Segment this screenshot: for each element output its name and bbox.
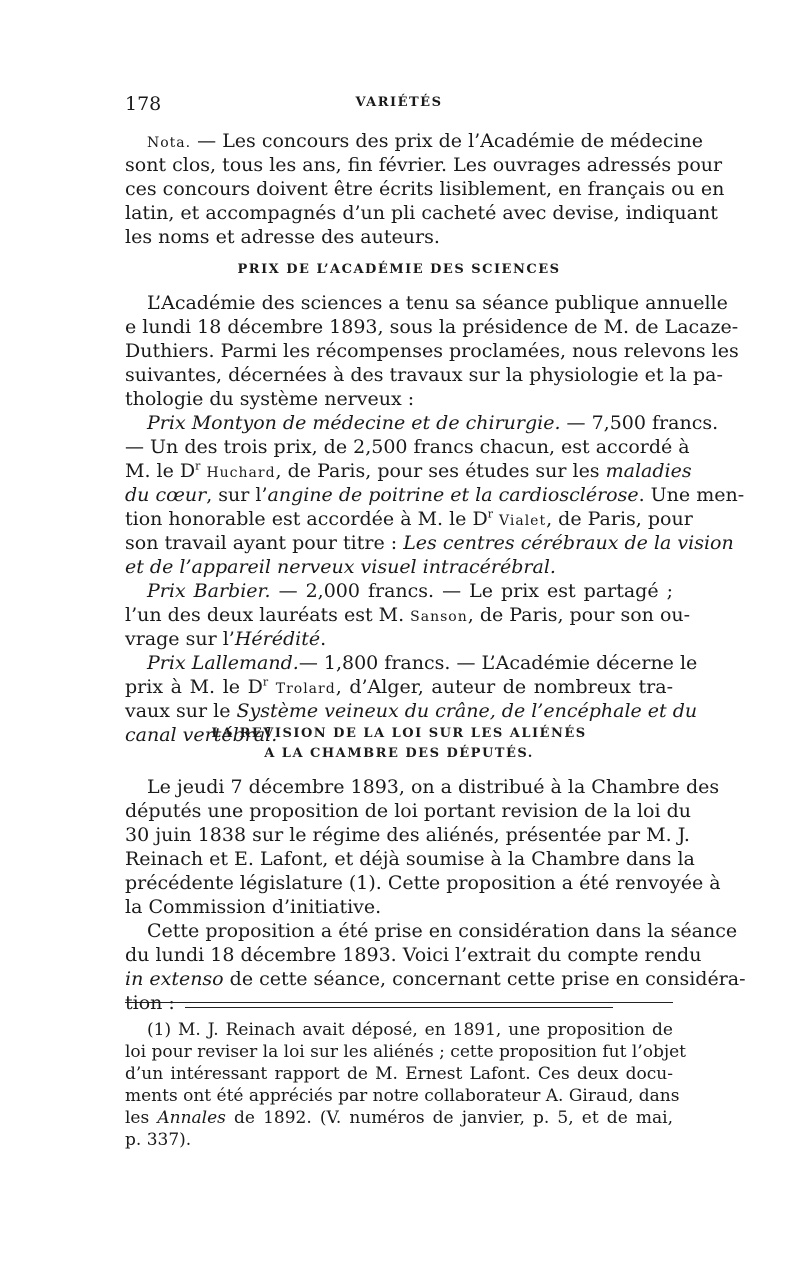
barbier-line-2: l’un des deux lauréats est M. Sanson, de Paris, pour son ou- (125, 604, 691, 626)
revision-p2-line-4: tion : (125, 992, 175, 1014)
revision-p1-line-1: Le jeudi 7 décembre 1893, on a distribué à la Chambre des (147, 776, 720, 798)
section-heading-revision-line-2: A LA CHAMBRE DES DÉPUTÉS. (264, 746, 534, 761)
footnote-line-5: les Annales de 1892. (V. numéros de janvier, p. 5, et de mai, (125, 1108, 673, 1128)
nota-line-2: sont clos, tous les ans, fin février. Les ouvrages adressés pour (125, 154, 723, 176)
montyon-title: Prix Montyon de médecine et de chirurgie. (147, 412, 561, 434)
nota-label: Nota. (147, 135, 192, 151)
footnote-separator-inner (185, 1007, 613, 1008)
laureate-sanson: Sanson (410, 609, 468, 625)
barbier-line-1: Prix Barbier. — 2,000 francs. — Le prix est partagé ; (147, 580, 673, 602)
revision-p1-line-2: députés une proposition de loi portant revision de la loi du (125, 800, 692, 822)
page-number: 178 (125, 93, 162, 115)
footnote-line-3: d’un intéressant rapport de M. Ernest Lafont. Ces deux docu- (125, 1064, 673, 1084)
revision-p1-line-4: Reinach et E. Lafont, et déjà soumise à la Chambre dans la (125, 848, 695, 870)
montyon-line-4: du cœur, sur l’angine de poitrine et la cardiosclérose. Une men- (125, 484, 745, 506)
revision-p1-line-5: précédente législature (1). Cette proposition a été renvoyée à (125, 872, 721, 894)
montyon-line-5: tion honorable est accordée à M. le $D^r$ Vialet, de Paris, pour (125, 507, 693, 530)
nota-line-1: Nota. — Les concours des prix de l’Académie de médecine (147, 130, 703, 152)
nota-line-5: les noms et adresse des auteurs. (125, 226, 440, 248)
academie-line-1: L’Académie des sciences a tenu sa séance publique annuelle (147, 292, 728, 314)
academie-line-3: Duthiers. Parmi les récompenses proclamées, nous relevons les (125, 340, 739, 362)
revision-p2-line-3: in extenso de cette séance, concernant cette prise en considéra- (125, 968, 746, 990)
lallemand-line-3: vaux sur le Système veineux du crâne, de l’encéphale et du (125, 700, 698, 722)
revision-p1-line-6: la Commission d’initiative. (125, 896, 382, 918)
barbier-title: Prix Barbier. (147, 580, 271, 602)
footnote-line-4: ments ont été appréciés par notre collaborateur A. Giraud, dans (125, 1086, 680, 1106)
montyon-line-3: M. le $D^r$ Huchard, de Paris, pour ses études sur les maladies (125, 459, 692, 482)
footnote-line-2: loi pour reviser la loi sur les aliénés ; cette proposition fut l’objet (125, 1042, 686, 1062)
section-heading-academie-sciences: PRIX DE L’ACADÉMIE DES SCIENCES (237, 262, 561, 277)
academie-line-2: e lundi 18 décembre 1893, sous la présidence de M. de Lacaze- (125, 316, 739, 338)
lallemand-title: Prix Lallemand. (147, 652, 299, 674)
lallemand-line-1: Prix Lallemand.— 1,800 francs. — L’Académie décerne le (147, 652, 698, 674)
montyon-line-2: — Un des trois prix, de 2,500 francs chacun, est accordé à (125, 436, 690, 458)
revision-p2-line-2: du lundi 18 décembre 1893. Voici l’extrait du compte rendu (125, 944, 702, 966)
laureate-trolard: Trolard (275, 681, 336, 697)
academie-line-5: thologie du système nerveux : (125, 388, 415, 410)
montyon-line-6: son travail ayant pour titre : Les centres cérébraux de la vision (125, 532, 734, 554)
barbier-line-3: vrage sur l’Hérédité. (125, 628, 327, 650)
laureate-vialet: Vialet (499, 513, 547, 529)
page-header (125, 93, 673, 117)
revision-p2-line-1: Cette proposition a été prise en considération dans la séance (147, 920, 738, 942)
footnote-separator (125, 1002, 673, 1003)
running-title: VARIÉTÉS (355, 95, 443, 110)
section-heading-revision-line-1: LA REVISION DE LA LOI SUR LES ALIÉNÉS (211, 726, 587, 741)
nota-line-4: latin, et accompagnés d’un pli cacheté avec devise, indiquant (125, 202, 718, 224)
lallemand-line-4: canal vertébral. (125, 724, 278, 746)
academie-line-4: suivantes, décernées à des travaux sur la physiologie et la pa- (125, 364, 723, 386)
montyon-line-7: et de l’appareil nerveux visuel intracérébral. (125, 556, 556, 578)
lallemand-line-2: prix à M. le $D^r$ Trolard, d’Alger, auteur de nombreux tra- (125, 675, 673, 698)
laureate-huchard: Huchard (206, 465, 276, 481)
nota-line-3: ces concours doivent être écrits lisiblement, en français ou en (125, 178, 725, 200)
montyon-line-1: Prix Montyon de médecine et de chirurgie. — 7,500 francs. (147, 412, 719, 434)
footnote-line-6: p. 337). (125, 1130, 192, 1150)
footnote-line-1: (1) M. J. Reinach avait déposé, en 1891, une proposition de (147, 1020, 673, 1040)
revision-p1-line-3: 30 juin 1838 sur le régime des aliénés, présentée par M. J. (125, 824, 690, 846)
